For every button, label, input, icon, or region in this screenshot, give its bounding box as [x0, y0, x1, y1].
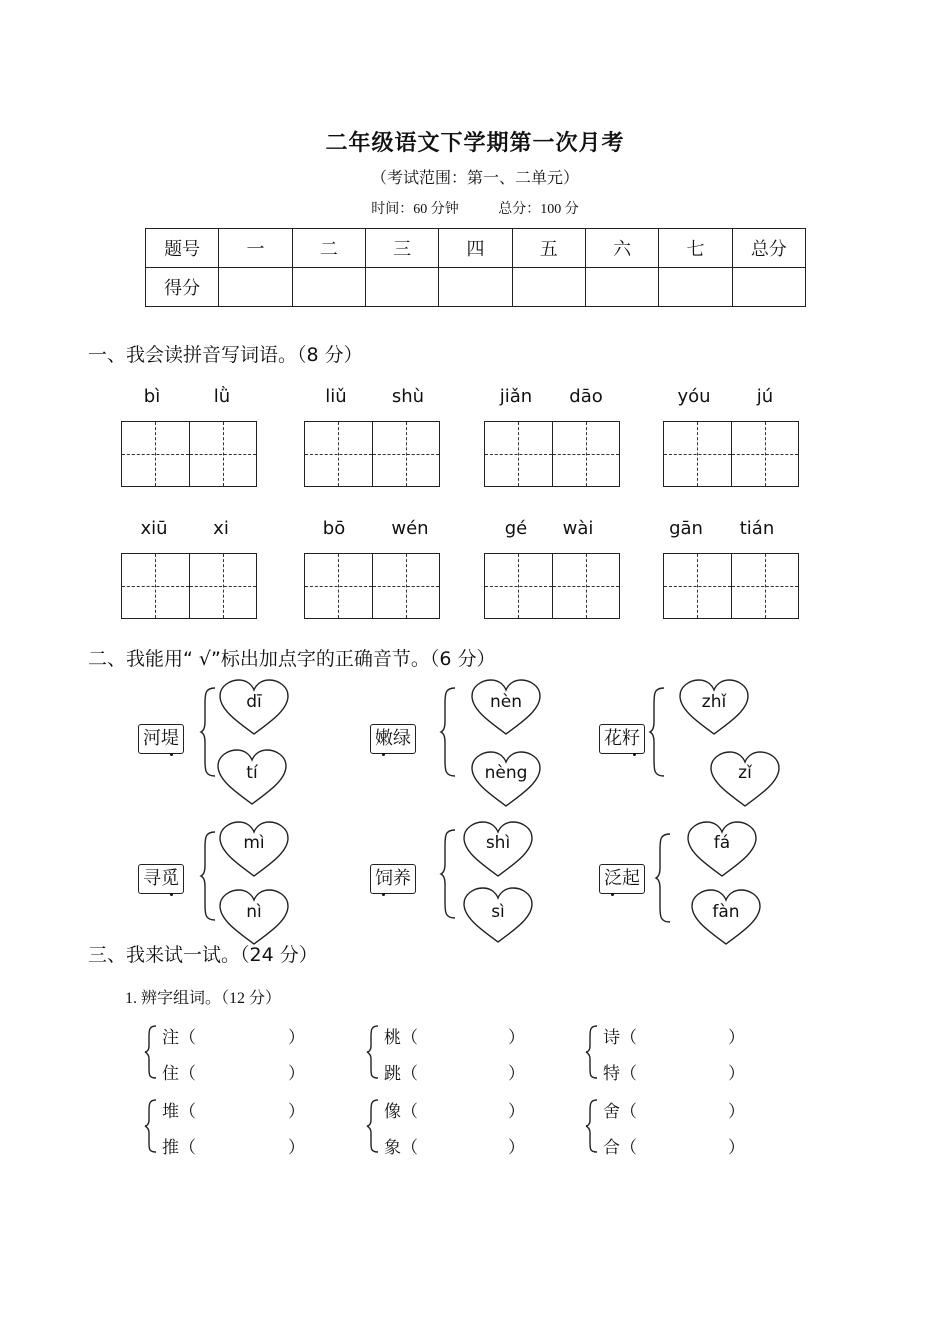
pinyin-option[interactable]: fàn — [712, 902, 740, 922]
brace-icon — [441, 830, 455, 918]
answer-blank-close[interactable]: ） — [508, 1028, 525, 1047]
char: 特 — [603, 1064, 620, 1083]
answer-blank-close[interactable]: ） — [288, 1138, 305, 1157]
pinyin-option[interactable]: zǐ — [738, 763, 752, 783]
section3-heading: 三、我来试一试。（24 分） — [88, 944, 318, 966]
char-item: 桃（ — [384, 1028, 418, 1047]
table-cell: 得分 — [146, 268, 219, 307]
emphasis-dot — [611, 893, 614, 896]
char: 注 — [162, 1028, 179, 1047]
pinyin-label: shù — [391, 386, 425, 407]
pinyin-label: yóu — [677, 386, 711, 407]
char: 堆 — [162, 1102, 179, 1121]
pinyin-label: jú — [756, 386, 774, 407]
pinyin-label: wén — [391, 518, 429, 539]
char-item: 诗（ — [603, 1028, 637, 1047]
brace-icon — [201, 688, 215, 776]
pinyin-option[interactable]: dī — [246, 692, 262, 712]
char-item: 象（ — [384, 1138, 418, 1157]
page-title: 二年级语文下学期第一次月考 — [325, 131, 625, 156]
pinyin-label: lǜ — [213, 386, 231, 407]
pinyin-option[interactable]: sì — [491, 902, 505, 922]
pinyin-option[interactable]: nì — [246, 902, 262, 922]
brace-icon — [367, 1100, 378, 1152]
char-item: 舍（ — [603, 1102, 637, 1121]
answer-blank-close[interactable]: ） — [728, 1138, 745, 1157]
target-word-box: 饲养 — [370, 864, 416, 894]
emphasis-dot — [170, 753, 173, 756]
section1-heading: 一、我会读拼音写词语。（8 分） — [88, 344, 363, 366]
exam-scope: （考试范围：第一、二单元） — [370, 170, 579, 187]
pinyin-label: dāo — [569, 386, 603, 407]
exam-total: 总分：100 分 — [498, 202, 579, 217]
pinyin-option[interactable]: nèn — [489, 692, 522, 712]
pinyin-label: jiǎn — [499, 386, 533, 407]
char-item: 跳（ — [384, 1064, 418, 1083]
char: 象 — [384, 1138, 401, 1157]
emphasis-dot — [382, 893, 385, 896]
char-item: 堆（ — [162, 1102, 196, 1121]
pinyin-label: bō — [322, 518, 346, 539]
answer-blank-close[interactable]: ） — [508, 1064, 525, 1083]
target-word-box: 花籽 — [599, 724, 645, 754]
char: 住 — [162, 1064, 179, 1083]
target-word-box: 河堤 — [138, 724, 184, 754]
emphasis-dot — [170, 893, 173, 896]
target-word-box: 泛起 — [599, 864, 645, 894]
answer-blank-close[interactable]: ） — [728, 1064, 745, 1083]
pinyin-label: tián — [739, 518, 775, 539]
table-cell: 总分 — [732, 229, 805, 268]
table-cell: 一 — [219, 229, 292, 268]
pinyin-label: bì — [143, 386, 161, 407]
table-cell: 五 — [512, 229, 585, 268]
char-item: 推（ — [162, 1138, 196, 1157]
brace-icon — [441, 688, 455, 776]
pinyin-option[interactable]: nèng — [484, 763, 528, 783]
char: 推 — [162, 1138, 179, 1157]
char: 舍 — [603, 1102, 620, 1121]
pinyin-option[interactable]: shì — [485, 833, 511, 853]
section3-sub1: 1. 辨字组词。（12 分） — [125, 990, 282, 1007]
table-cell: 七 — [659, 229, 732, 268]
brace-icon — [145, 1100, 156, 1152]
brace-icon — [201, 832, 215, 920]
pinyin-label: xiū — [140, 518, 168, 539]
table-cell: 四 — [439, 229, 512, 268]
target-word-box: 寻觅 — [138, 864, 184, 894]
emphasis-dot — [633, 753, 636, 756]
answer-blank-close[interactable]: ） — [508, 1102, 525, 1121]
pinyin-option[interactable]: mì — [243, 833, 265, 853]
char-item: 注（ — [162, 1028, 196, 1047]
table-cell: 二 — [292, 229, 365, 268]
pinyin-label: gān — [669, 518, 703, 539]
answer-blank-close[interactable]: ） — [288, 1102, 305, 1121]
char-item: 特（ — [603, 1064, 637, 1083]
brace-icon — [650, 688, 664, 776]
section2-heading: 二、我能用“ √”标出加点字的正确音节。（6 分） — [88, 648, 496, 670]
brace-icon — [367, 1026, 378, 1078]
char: 诗 — [603, 1028, 620, 1047]
pinyin-label: liǔ — [325, 386, 347, 407]
pinyin-option[interactable]: tí — [246, 763, 258, 783]
answer-blank-close[interactable]: ） — [728, 1028, 745, 1047]
target-word-box: 嫩绿 — [370, 724, 416, 754]
table-cell: 三 — [365, 229, 438, 268]
char: 跳 — [384, 1064, 401, 1083]
brace-icon — [656, 834, 670, 922]
answer-blank-close[interactable]: ） — [288, 1064, 305, 1083]
brace-icon — [586, 1100, 597, 1152]
table-cell: 六 — [585, 229, 658, 268]
brace-icon — [586, 1026, 597, 1078]
pinyin-label: gé — [504, 518, 528, 539]
pinyin-option[interactable]: zhǐ — [701, 692, 727, 712]
emphasis-dot — [382, 753, 385, 756]
pinyin-label: wài — [562, 518, 594, 539]
char: 像 — [384, 1102, 401, 1121]
answer-blank-close[interactable]: ） — [508, 1138, 525, 1157]
answer-blank-close[interactable]: ） — [728, 1102, 745, 1121]
brace-icon — [145, 1026, 156, 1078]
answer-blank-close[interactable]: ） — [288, 1028, 305, 1047]
char-item: 合（ — [603, 1138, 637, 1157]
pinyin-label: xi — [213, 518, 229, 539]
char-item: 住（ — [162, 1064, 196, 1083]
char: 桃 — [384, 1028, 401, 1047]
char-item: 像（ — [384, 1102, 418, 1121]
exam-time: 时间：60 分钟 — [371, 202, 459, 217]
table-cell: 题号 — [146, 229, 219, 268]
char: 合 — [603, 1138, 620, 1157]
pinyin-option[interactable]: fá — [713, 833, 731, 853]
